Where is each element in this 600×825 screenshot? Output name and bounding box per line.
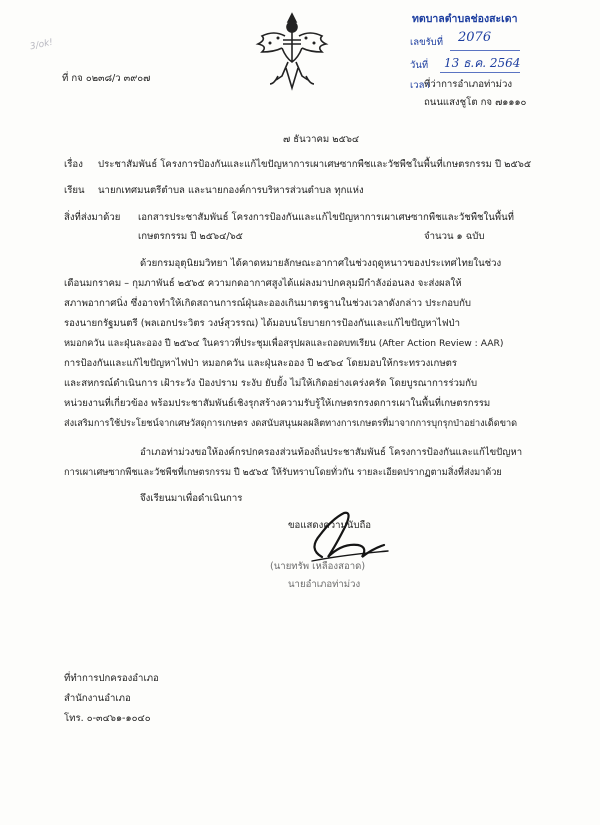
stamp-date-value: 13 ธ.ค. 2564 [444,56,521,70]
para2-line-2: การเผาเศษซากพืชและวัชพืชที่เกษตรกรรม ปี ๒๕๖๕ ให้รับทราบโดยทั่วกัน รายละเอียดปรากฏตามสิ่งที่ส่งมาด้วย [64,467,502,478]
para1-line-3: สภาพอากาศนิ่ง ซึ่งอาจทำให้เกิดสถานการณ์ฝุ่นละอองเกินมาตรฐานในช่วงเวลาดังกล่าว ประกอบกับ [64,298,472,309]
para1-line-9: ส่งเสริมการใช้ประโยชน์จากเศษวัสดุการเกษตร งดสนับสนุนผลผลิตทางการเกษตรที่มาจากการบุกรุกป่าอย่างเด็ดขาด [64,418,518,429]
enclosure-line-2: เกษตรกรรม ปี ๒๕๖๔/๖๕ [138,231,243,242]
margin-note: 3/ok! [29,37,54,53]
sender-office: ที่ว่าการอำเภอท่าม่วง [424,79,513,90]
para1-line-7: และสหกรณ์ดำเนินการ เฝ้าระวัง ป้องปราม ระงับ ยับยั้ง ไม่ให้เกิดอย่างเคร่งครัด โดยบูรณาการร่วมกับ [64,378,478,389]
garuda-emblem-icon [252,10,332,92]
signature-icon [302,505,390,563]
stamp-time-label: เวลา [410,80,430,91]
para1-line-5: หมอกควัน และฝุ่นละออง ปี ๒๕๖๔ ในคราวที่ประชุมเพื่อสรุปผลและถอดบทเรียน (After Action Review : AAR) [64,338,504,349]
subject-text: ประชาสัมพันธ์ โครงการป้องกันและแก้ไขปัญหาการเผาเศษซากพืชและวัชพืชในพื้นที่เกษตรกรรม ปี ๒๕๖๕ [98,159,532,170]
enclosure-line-1: เอกสารประชาสัมพันธ์ โครงการป้องกันและแก้ไขปัญหาการเผาเศษซากพืชและวัชพืชในพื้นที่ [138,212,515,223]
signer-name: (นายทรัพ เหลืองสอาด) [270,561,366,572]
para1-line-1: ด้วยกรมอุตุนิยมวิทยา ได้คาดหมายลักษณะอากาศในช่วงฤดูหนาวของประเทศไทยในช่วง [140,258,502,269]
para3: จึงเรียนมาเพื่อดำเนินการ [140,493,243,504]
footer-line-1: ที่ทำการปกครองอำเภอ [64,673,159,684]
stamp-receipt-value: 2076 [458,30,492,45]
subject-label: เรื่อง [64,159,83,170]
letter-number: ที่ กจ ๐๒๓๘/ว ๓๙๐๗ [62,73,151,84]
to-text: นายกเทศมนตรีตำบล และนายกองค์การบริหารส่วนตำบล ทุกแห่ง [98,185,364,196]
para1-line-2: เดือนมกราคม – กุมภาพันธ์ ๒๕๖๕ ความกดอากาศสูงได้แผ่ลงมาปกคลุมมีกำลังอ่อนลง จะส่งผลให้ [64,278,462,289]
signer-title: นายอำเภอท่าม่วง [288,579,361,590]
footer-line-2: สำนักงานอำเภอ [64,693,131,704]
to-label: เรียน [64,185,85,196]
para2-line-1: อำเภอท่าม่วงขอให้องค์กรปกครองส่วนท้องถิ่นประชาสัมพันธ์ โครงการป้องกันและแก้ไขปัญหา [140,447,523,458]
enclosure-label: สิ่งที่ส่งมาด้วย [64,212,121,223]
sender-address: ถนนแสงชูโต กจ ๗๑๑๑๐ [424,97,527,108]
footer-line-3: โทร. ๐-๓๔๖๑-๑๐๔๐ [64,713,151,724]
para1-line-8: หน่วยงานที่เกี่ยวข้อง พร้อมประชาสัมพันธ์เชิงรุกสร้างความรับรู้ให้เกษตรกรงดการเผาในพื้นที่เกษตรกรรม [64,398,491,409]
para1-line-4: รองนายกรัฐมนตรี (พลเอกประวิตร วงษ์สุวรรณ) ได้มอบนโยบายการป้องกันและแก้ไขปัญหาไฟป่า [64,318,460,329]
para1-line-6: การป้องกันและแก้ไขปัญหาไฟป่า หมอกควัน และฝุ่นละออง ปี ๒๕๖๔ โดยมอบให้กระทรวงเกษตร [64,358,458,369]
enclosure-count: จำนวน ๑ ฉบับ [424,231,485,242]
stamp-receipt-label: เลขรับที่ [410,37,443,48]
stamp-date-label: วันที่ [410,60,429,71]
stamp-office: ทตบาลตำบลช่องสะเดา [412,13,518,25]
letter-date: ๗ ธันวาคม ๒๕๖๔ [283,134,360,145]
closing: ขอแสดงความนับถือ [288,520,372,531]
